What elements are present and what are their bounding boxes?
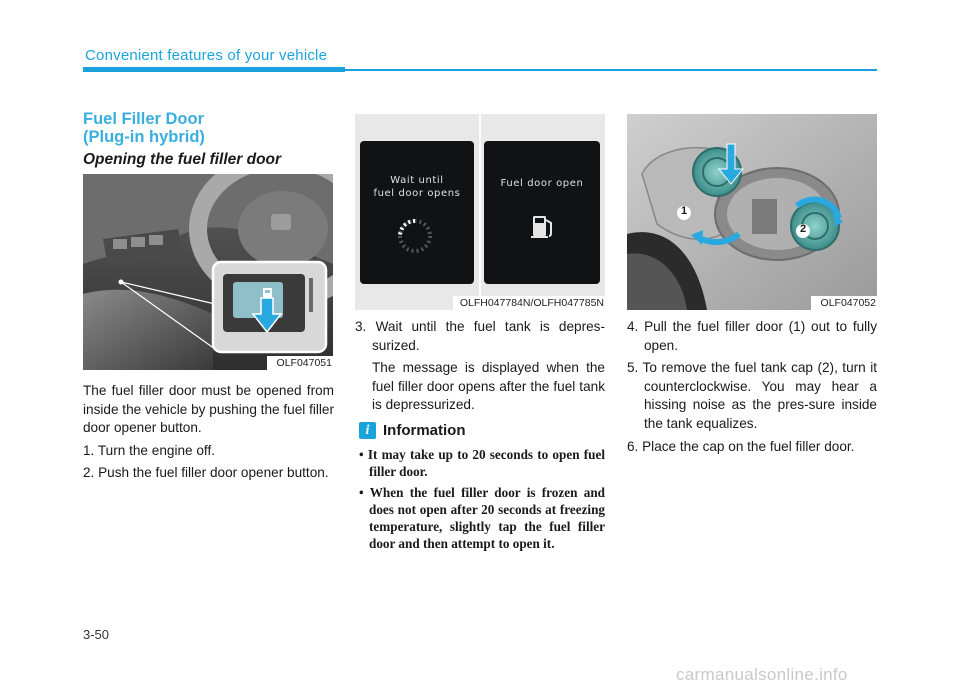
column-3-text — [627, 318, 877, 460]
figure-filler-door — [627, 114, 877, 310]
filler-door-illustration — [627, 114, 877, 310]
figure-opener-button — [83, 174, 333, 370]
bullet-symbol: • — [359, 447, 364, 462]
step-3: 3. Wait until the fuel tank is depres-surized. — [355, 319, 605, 353]
information-title: Information — [383, 422, 466, 439]
screen-open-text: Fuel door open — [500, 178, 584, 189]
header-rule-thick — [83, 67, 345, 72]
column-2-text — [355, 318, 605, 419]
subsection-title: Opening the fuel filler door — [83, 151, 282, 168]
section-title-line2: (Plug-in hybrid) — [83, 128, 205, 146]
column-1-text — [83, 382, 334, 487]
figure-caption: OLF047052 — [820, 297, 876, 309]
information-heading — [359, 422, 466, 439]
cluster-illustration — [355, 114, 605, 310]
figure-cluster-messages — [355, 114, 605, 310]
bullet-symbol: • — [359, 485, 364, 500]
section-title-line1: Fuel Filler Door — [83, 110, 205, 128]
section-title — [83, 110, 205, 146]
step-5: 5. To remove the fuel tank cap (2), turn it counterclockwise. You may hear a hissing noise as the pres-sure inside the tank equalizes. — [627, 360, 877, 431]
info-bullet-1 — [355, 446, 605, 480]
step-3-note: The message is displayed when the fuel filler door opens after the fuel tank is depressurized. — [372, 360, 605, 413]
information-list — [355, 446, 605, 556]
screen-wait-text: Wait until fuel door opens — [373, 175, 461, 199]
callout-1: 1 — [680, 205, 688, 217]
step-6: 6. Place the cap on the fuel filler door. — [627, 438, 855, 454]
step-2: 2. Push the fuel filler door opener button. — [83, 465, 329, 481]
info-bullet-2 — [355, 484, 605, 552]
step-4: 4. Pull the fuel filler door (1) out to fully open. — [627, 319, 877, 353]
intro-paragraph: The fuel filler door must be opened from inside the vehicle by pushing the fuel filler door opener button. — [83, 383, 334, 436]
watermark: carmanualsonline.info — [676, 665, 848, 684]
figure-caption: OLF047051 — [276, 357, 332, 369]
figure-caption: OLFH047784N/OLFH047785N — [459, 297, 604, 309]
header-rule-thin — [345, 69, 877, 71]
running-header: Convenient features of your vehicle — [85, 47, 328, 64]
page-number: 3-50 — [83, 627, 110, 642]
info-bullet-text: When the fuel filler door is frozen and does not open after 20 seconds at freezing temperature, slightly tap the fuel filler door and then attempt to open it. — [369, 485, 605, 551]
info-icon: i — [359, 422, 376, 439]
info-bullet-text: It may take up to 20 seconds to open fuel filler door. — [367, 447, 606, 479]
step-1: 1. Turn the engine off. — [83, 442, 216, 458]
callout-2: 2 — [799, 223, 807, 235]
dashboard-illustration — [83, 174, 333, 370]
